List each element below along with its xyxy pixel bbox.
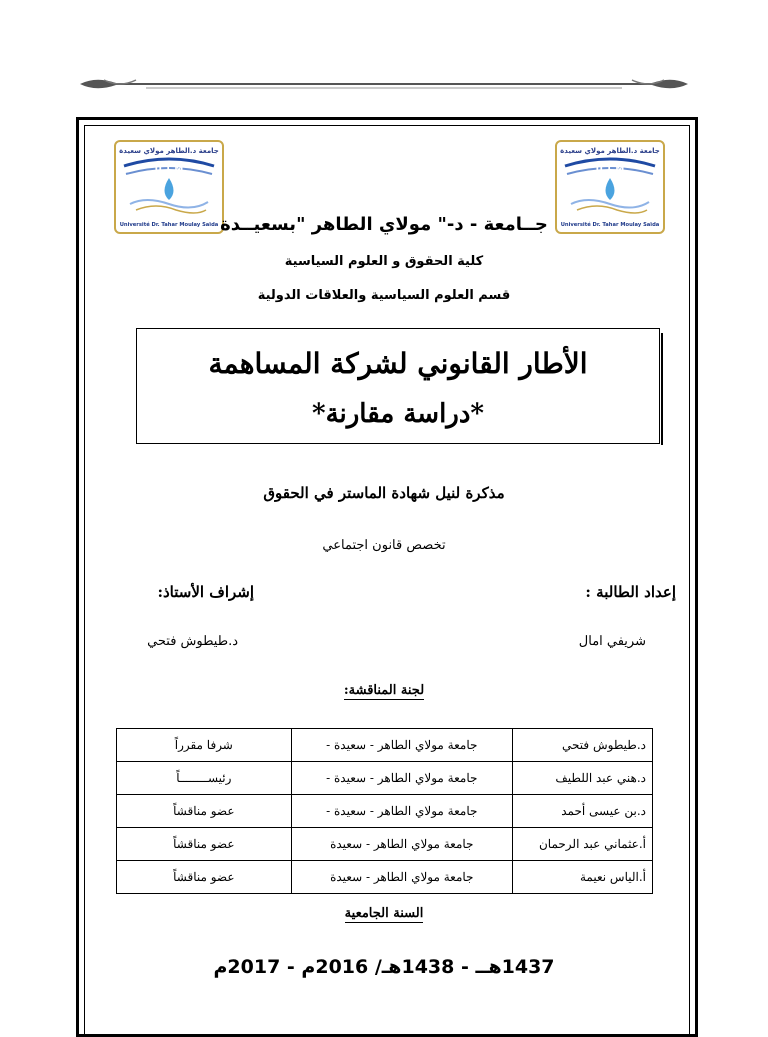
- table-row: [117, 729, 653, 762]
- member-name: أ.عثماني عبد الرحمان: [512, 828, 652, 861]
- member-role: رئيســــــــاً: [117, 762, 292, 795]
- table-row: [117, 828, 653, 861]
- logo-letters: U T M: [595, 165, 625, 175]
- preparation-label: إعداد الطالبة :: [585, 583, 676, 601]
- committee-label: [0, 683, 768, 698]
- member-university: جامعة مولاي الطاهر - سعيدة -: [291, 795, 512, 828]
- member-name: د.طيطوش فتحي: [512, 729, 652, 762]
- academic-year-label: [0, 906, 768, 921]
- member-university: جامعة مولاي الطاهر - سعيدة -: [291, 729, 512, 762]
- thesis-title: الأطار القانوني لشركة المساهمة: [208, 347, 588, 380]
- logo-caption: Université Dr. Tahar Moulay Saïda: [119, 222, 219, 228]
- committee-label-text: لجنة المناقشة:: [343, 683, 425, 698]
- department-name: قسم العلوم السياسية والعلاقات الدولية: [257, 288, 511, 303]
- supervision-label: إشراف الأستاذ:: [157, 583, 254, 601]
- logo-caption: Université Dr. Tahar Moulay Saïda: [560, 222, 660, 228]
- faculty-name: كلية الحقوق و العلوم السياسية: [284, 254, 484, 269]
- table-row: [117, 861, 653, 894]
- member-name: د.بن عيسى أحمد: [512, 795, 652, 828]
- table-row: [117, 762, 653, 795]
- academic-year-label-text: السنة الجامعية: [344, 906, 424, 921]
- member-name: أ.الياس نعيمة: [512, 861, 652, 894]
- committee-table: [116, 728, 653, 894]
- logo-top-text: جامعة د.الطاهر مولاي سعيدة: [119, 147, 219, 155]
- member-role: شرفا مقرراً: [117, 729, 292, 762]
- member-role: عضو مناقشاً: [117, 828, 292, 861]
- top-ornament: [76, 74, 692, 94]
- member-university: جامعة مولاي الطاهر - سعيدة: [291, 828, 512, 861]
- member-role: عضو مناقشاً: [117, 795, 292, 828]
- member-university: جامعة مولاي الطاهر - سعيدة -: [291, 762, 512, 795]
- thesis-subtitle: *دراسة مقارنة*: [311, 399, 485, 429]
- title-box: [136, 328, 660, 444]
- member-university: جامعة مولاي الطاهر - سعيدة: [291, 861, 512, 894]
- academic-year: 1437هــ - 1438هـ/ 2016م - 2017م: [213, 956, 555, 978]
- university-name: جــامعة - د-" مولاي الطاهر "بسعيــدة: [220, 214, 548, 235]
- title-box-shadow: [661, 333, 663, 445]
- student-name: شريفي امال: [578, 634, 646, 649]
- member-role: عضو مناقشاً: [117, 861, 292, 894]
- table-row: [117, 795, 653, 828]
- thesis-statement: مذكرة لنيل شهادة الماستر في الحقوق: [263, 484, 505, 502]
- specialization: تخصص قانون اجتماعي: [322, 538, 446, 553]
- logo-top-text: جامعة د.الطاهر مولاي سعيدة: [560, 147, 660, 155]
- supervisor-name: د.طيطوش فتحي: [147, 634, 238, 649]
- member-name: د.هني عبد اللطيف: [512, 762, 652, 795]
- logo-letters: U T M: [154, 165, 184, 175]
